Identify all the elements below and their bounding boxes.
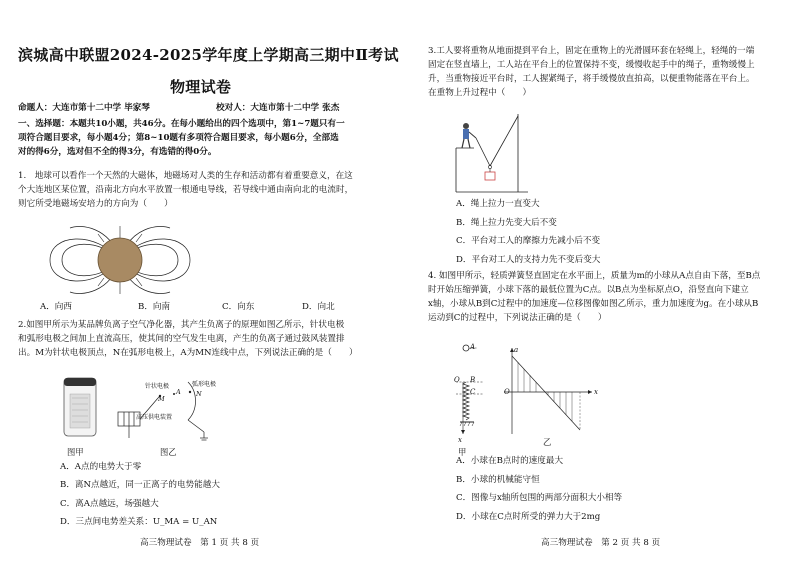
needle-electrode-label: 针状电极: [145, 383, 170, 390]
q2-line: 出。M为针状电极顶点，N在弧形电极上，A为MN连线中点，下列说法正确的是（ ）: [18, 348, 358, 358]
q3-line: 3.工人要将重物从地面提到平台上，固定在重物上的光滑圆环套在轻绳上，轻绳的一端: [428, 46, 755, 56]
earth-icon: [98, 238, 142, 282]
fig-yi-label: 图乙: [160, 447, 177, 457]
q2-option-a: A．A点的电势大于零: [60, 462, 142, 472]
spring-icon: [463, 382, 469, 420]
acceleration-displacement-graph: [500, 344, 596, 436]
air-purifier-figure: [56, 374, 106, 444]
q1-line: 1. 地球可以看作一个天然的大磁体，地磁场对人类的生存和活动都有着重要意义，在这: [18, 171, 353, 181]
point-a-label: A: [470, 343, 476, 351]
q1-option-b: B．向南: [138, 302, 171, 312]
q3-option-a: A．绳上拉力一直变大: [456, 199, 540, 209]
q1-line: 则它所受地磁场安培力的方向为（ ）: [18, 199, 173, 209]
q3-line: 升，当重物接近平台时，工人握紧绳子，将手缓慢放直拍高，以便重物能落在平台上。: [428, 74, 755, 84]
point-b-label: B: [470, 376, 476, 384]
worker-icon: [462, 123, 476, 148]
instruction-line: 项符合题目要求，每小题4分；第8~10题有多项符合题目要求，每小题6分，全部选: [18, 133, 339, 143]
left-page-footer: 高三物理试卷 第 1 页 共 8 页: [140, 538, 260, 548]
q3-line: 固定在竖直墙上，工人站在平台上的位置保持不变，缓慢收起手中的绳子，重物缓慢上: [428, 60, 755, 70]
earth-magnetic-field-figure: [40, 224, 200, 296]
checker-line: 校对人：大连市第十二中学 张杰: [216, 103, 340, 113]
q1-option-c: C．向东: [222, 302, 255, 312]
q4-option-c: C．图像与x轴所包围的两部分面积大小相等: [456, 493, 623, 503]
author-line: 命题人：大连市第十二中学 毕家琴: [18, 103, 150, 113]
q2-option-d: D．三点间电势差关系：U_MA = U_AN: [60, 517, 218, 527]
point-m-label: M: [158, 395, 165, 403]
fig-jia-label-right: 甲: [458, 447, 467, 457]
question-3: [428, 44, 780, 100]
q3-line: 在重物上升过程中（ ）: [428, 88, 532, 98]
q4-line: 4. 如图甲所示，轻质弹簧竖直固定在水平面上，质量为m的小球从A点自由下落，至B点: [428, 271, 761, 281]
q4-line: x轴，小球从B到C过程中的加速度—位移图像如图乙所示，重力加速度为g。在小球从B: [428, 299, 759, 309]
exam-title: 滨城高中联盟2024-2025学年度上学期高三期中Ⅱ考试: [18, 46, 399, 64]
ball-icon: [463, 345, 469, 351]
q3-option-b: B．绳上拉力先变大后不变: [456, 218, 557, 228]
arc-electrode-label: 弧形电极: [192, 381, 217, 388]
q1-option-a: A．向西: [40, 302, 72, 312]
spring-x-label: x: [458, 436, 462, 444]
axis-x-label: x: [594, 388, 598, 396]
fig-yi-label-right: 乙: [543, 437, 552, 447]
point-n-label: N: [196, 390, 202, 398]
q4-line: 运动到C的过程中，下列说法正确的是（ ）: [428, 313, 607, 323]
exam-subtitle: 物理试卷: [170, 78, 232, 96]
instruction-line: 对的得6分，选对但不全的得3分，有选错的得0分。: [18, 147, 217, 157]
q3-option-c: C．平台对工人的摩擦力先减小后不变: [456, 236, 601, 246]
q1-option-d: D．向北: [302, 302, 335, 312]
instruction-line: 一、选择题：本题共10小题，共46分。在每小题给出的四个选项中，第1~7题只有一: [18, 119, 345, 129]
weight-block: [485, 172, 495, 180]
section-instructions: [18, 117, 408, 159]
q2-line: 和弧形电极之间加上直流高压，使其间的空气发生电离，产生的负离子通过鼓风装置排: [18, 334, 345, 344]
q2-option-b: B．离N点越近，同一正离子的电势能越大: [60, 480, 220, 490]
origin-o-label: O: [454, 376, 460, 384]
point-a-label: A: [176, 388, 181, 396]
right-page-footer: 高三物理试卷 第 2 页 共 8 页: [541, 538, 661, 548]
q4-option-a: A．小球在B点时的速度最大: [456, 456, 564, 466]
q1-line: 个大连地区某位置，沿南北方向水平放置一根通电导线，若导线中通由南向北的电流时，: [18, 185, 354, 195]
question-1: [18, 169, 408, 211]
q4-line: 时开始压缩弹簧，小球下落的最低位置为C点。以B点为坐标原点O，沿竖直向下建立: [428, 285, 749, 295]
q3-option-d: D．平台对工人的支持力先不变后变大: [456, 255, 601, 265]
fig-jia-label: 图甲: [67, 447, 84, 457]
q2-option-c: C．离A点越远，场强越大: [60, 499, 159, 509]
hv-supply-label: 高压供电装置: [136, 414, 173, 421]
q4-option-b: B．小球的机械能守恒: [456, 475, 540, 485]
point-c-label: C: [470, 388, 476, 396]
q4-option-d: D．小球在C点时所受的弹力大于2mg: [456, 512, 601, 522]
question-4: [428, 269, 780, 325]
q2-line: 2.如图甲所示为某品牌负离子空气净化器，其产生负离子的原理如图乙所示，针状电极: [18, 320, 345, 330]
axis-o-label: O: [504, 388, 510, 396]
axis-a-label: a: [514, 346, 519, 354]
question-2: [18, 318, 408, 360]
worker-rope-figure: [452, 112, 532, 194]
